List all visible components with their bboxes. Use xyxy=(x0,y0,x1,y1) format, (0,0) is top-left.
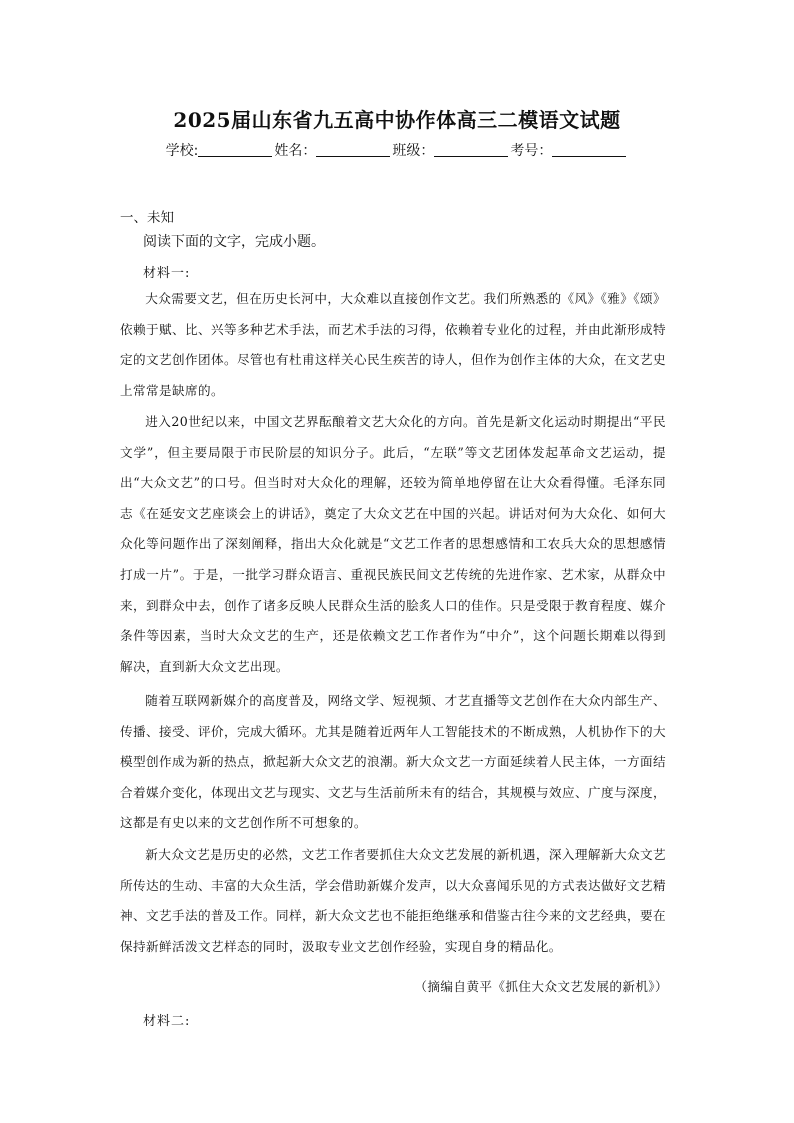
exam-number-label: 考号： xyxy=(510,143,553,159)
paragraph-1: 大众需要文艺，但在历史长河中，大众难以直接创作文艺。我们所熟悉的《风》《雅》《颂》依赖于赋、比、兴等多种艺术手法，而艺术手法的习得，依赖着专业化的过程，并由此渐形成特定的文艺创作团体。尽管也有杜甫这样关心民生疾苦的诗人，但作为创作主体的大众，在文艺史上常常是缺席的。 xyxy=(120,291,666,398)
class-label: 班级： xyxy=(392,143,435,159)
name-label: 姓名： xyxy=(274,143,317,159)
reading-instruction: 阅读下面的文字，完成小题。 xyxy=(143,234,325,250)
student-info-line xyxy=(0,140,794,160)
exam-number-blank xyxy=(552,142,626,157)
exam-title: 2025届山东省九五高中协作体高三二模语文试题 xyxy=(173,108,621,132)
material-one-label: 材料一: xyxy=(143,266,191,281)
class-blank xyxy=(434,142,508,157)
paragraph-2: 进入20世纪以来，中国文艺界酝酿着文艺大众化的方向。首先是新文化运动时期提出“平民文学”，但主要局限于市民阶层的知识分子。此后，“左联”等文艺团体发起革命文艺运动，提出“大众文艺”的口号。但当时对大众化的理解，还较为简单地停留在让大众看得懂。毛泽东同志《在延安文艺座谈会上的讲话》，奠定了大众文艺在中国的兴起。讲话对何为大众化、如何大众化等问题作出了深刻阐释，指出大众化就是“文艺工作者的思想感情和工农兵大众的思想感情打成一片”。于是，一批学习群众语言、重视民族民间文艺传统的先进作家、艺术家，从群众中来，到群众中去，创作了诸多反映人民群众生活的脍炙人口的佳作。只是受限于教育程度、媒介条件等因素，当时大众文艺的生产，还是依赖文艺工作者作为“中介”，这个问题长期难以得到解决，直到新大众文艺出现。 xyxy=(120,414,666,674)
material-two-label: 材料二: xyxy=(143,1014,191,1029)
name-blank xyxy=(316,142,390,157)
paragraph-3: 随着互联网新媒介的高度普及，网络文学、短视频、才艺直播等文艺创作在大众内部生产、传播、接受、评价，完成大循环。尤其是随着近两年人工智能技术的不断成熟，人机协作下的大模型创作成为新的热点，掀起新大众文艺的浪潮。新大众文艺一方面延续着人民主体，一方面结合着媒介变化，体现出文艺与现实、文艺与生活前所未有的结合，其规模与效应、广度与深度，这都是有史以来的文艺创作所不可想象的。 xyxy=(120,693,666,831)
section-heading: 一、未知 xyxy=(120,210,174,226)
source-citation: （摘编自黄平《抓住大众文艺发展的新机》） xyxy=(414,979,668,994)
school-blank xyxy=(198,142,272,157)
school-label: 学校: xyxy=(165,143,199,159)
paragraph-4: 新大众文艺是历史的必然，文艺工作者要抓住大众文艺发展的新机遇，深入理解新大众文艺所传达的生动、丰富的大众生活，学会借助新媒介发声，以大众喜闻乐见的方式表达做好文艺精神、文艺手法的普及工作。同样，新大众文艺也不能拒绝继承和借鉴古往今来的文艺经典，要在保持新鲜活泼文艺样态的同时，汲取专业文艺创作经验，实现自身的精品化。 xyxy=(120,847,666,954)
